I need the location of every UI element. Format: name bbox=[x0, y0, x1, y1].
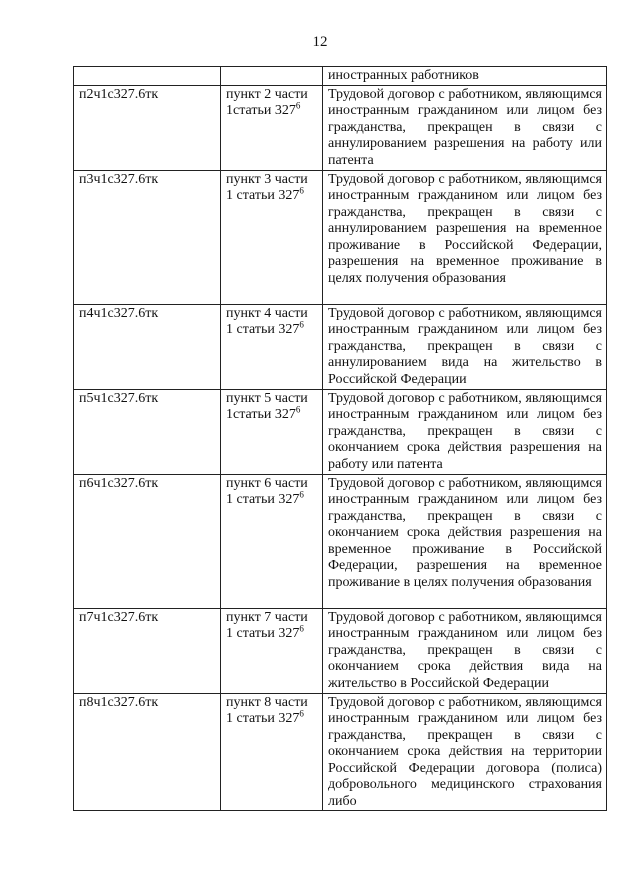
code-cell: п8ч1с327.6тк bbox=[74, 693, 221, 811]
description-cell: иностранных работников bbox=[323, 67, 607, 86]
reference-text: пункт 8 части 1 статьи 327 bbox=[226, 694, 308, 726]
description-cell: Трудовой договор с работником, являющимся иностранным гражданином или лицом без гражданства, прекращен в связи с окончанием срока действия разрешения на работу или патента bbox=[323, 389, 607, 474]
reference-text: пункт 3 части 1 статьи 327 bbox=[226, 171, 308, 203]
code-cell: п3ч1с327.6тк bbox=[74, 170, 221, 304]
reference-cell bbox=[221, 304, 323, 389]
description-cell: Трудовой договор с работником, являющимся иностранным гражданином или лицом без гражданства, прекращен в связи с окончанием срока действия разрешения на временное проживание в Российской Федерации, разрешения на временное проживание в целях получения образования bbox=[323, 474, 607, 608]
reference-superscript: 6 bbox=[299, 185, 304, 196]
reference-cell bbox=[221, 693, 323, 811]
reference-text: пункт 6 части 1 статьи 327 bbox=[226, 475, 308, 507]
reference-superscript: 6 bbox=[299, 489, 304, 500]
reference-superscript: 6 bbox=[295, 100, 301, 111]
table-row bbox=[74, 693, 607, 811]
reference-text: пункт 7 части 1 статьи 327 bbox=[226, 609, 308, 641]
code-cell: п2ч1с327.6тк bbox=[74, 85, 221, 170]
reference-superscript: 6 bbox=[299, 708, 304, 719]
termination-codes-table bbox=[73, 66, 607, 811]
table-row bbox=[74, 389, 607, 474]
table-row bbox=[74, 85, 607, 170]
reference-text: пункт 2 части 1статьи 327 bbox=[226, 86, 308, 118]
reference-superscript: 6 bbox=[299, 623, 304, 634]
code-cell bbox=[74, 67, 221, 86]
reference-cell bbox=[221, 474, 323, 608]
reference-cell bbox=[221, 170, 323, 304]
code-cell: п6ч1с327.6тк bbox=[74, 474, 221, 608]
description-cell: Трудовой договор с работником, являющимся иностранным гражданином или лицом без гражданства, прекращен в связи с аннулированием вида на жительство в Российской Федерации bbox=[323, 304, 607, 389]
table-row bbox=[74, 170, 607, 304]
code-cell: п5ч1с327.6тк bbox=[74, 389, 221, 474]
reference-text: пункт 5 части 1статьи 327 bbox=[226, 390, 308, 422]
page-number: 12 bbox=[312, 34, 328, 50]
reference-cell bbox=[221, 608, 323, 693]
description-cell: Трудовой договор с работником, являющимся иностранным гражданином или лицом без гражданства, прекращен в связи с окончанием срока действия вида на жительство в Российской Федерации bbox=[323, 608, 607, 693]
reference-text: пункт 4 части 1 статьи 327 bbox=[226, 305, 308, 337]
table-row bbox=[74, 304, 607, 389]
table-row-continuation bbox=[74, 67, 607, 86]
description-cell: Трудовой договор с работником, являющимся иностранным гражданином или лицом без гражданства, прекращен в связи с аннулированием разрешения на работу или патента bbox=[323, 85, 607, 170]
reference-cell bbox=[221, 389, 323, 474]
reference-cell bbox=[221, 85, 323, 170]
table-row bbox=[74, 474, 607, 608]
reference-superscript: 6 bbox=[299, 319, 304, 330]
reference-superscript: 6 bbox=[295, 404, 301, 415]
reference-cell bbox=[221, 67, 323, 86]
description-cell: Трудовой договор с работником, являющимся иностранным гражданином или лицом без гражданства, прекращен в связи с окончанием срока действия на территории Российской Федерации договора (полиса) добровольного медицинского страхования либо bbox=[323, 693, 607, 811]
code-cell: п4ч1с327.6тк bbox=[74, 304, 221, 389]
code-cell: п7ч1с327.6тк bbox=[74, 608, 221, 693]
description-cell: Трудовой договор с работником, являющимся иностранным гражданином или лицом без гражданства, прекращен в связи с аннулированием разрешения на временное проживание в Российской Федерации, разрешения на временное проживание в целях получения образования bbox=[323, 170, 607, 304]
table-row bbox=[74, 608, 607, 693]
